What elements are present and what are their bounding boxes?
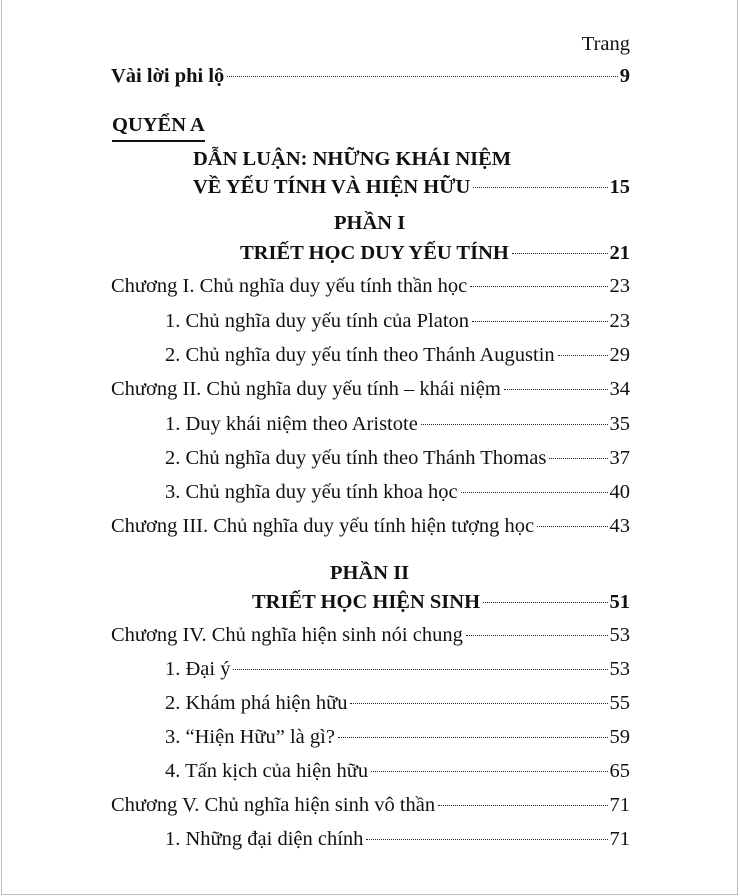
- dot-leader: [537, 526, 607, 527]
- toc-entry-label: Chương III. Chủ nghĩa duy yếu tính hiện tượng học: [111, 515, 535, 537]
- dot-leader: [472, 321, 607, 322]
- toc-entry-label: TRIẾT HỌC DUY YẾU TÍNH: [240, 242, 509, 264]
- toc-entry-page: 15: [609, 176, 630, 198]
- toc-entry-page: 43: [609, 515, 630, 537]
- part2-heading: PHẦN II: [330, 562, 410, 584]
- toc-entry-label: 1. Những đại diện chính: [165, 828, 364, 850]
- dot-leader: [371, 771, 607, 772]
- toc-entry-chapter-5[interactable]: [111, 792, 630, 818]
- toc-entry-2-2[interactable]: [165, 445, 630, 471]
- toc-entry-page: 65: [609, 760, 630, 782]
- dot-leader: [549, 458, 607, 459]
- toc-entry-page: 71: [609, 828, 630, 850]
- part1-heading: PHẦN I: [334, 212, 406, 234]
- toc-entry-label: 1. Chủ nghĩa duy yếu tính của Platon: [165, 310, 470, 332]
- toc-entry-1-2[interactable]: [165, 342, 630, 368]
- toc-entry-page: 21: [609, 242, 630, 264]
- toc-entry-page: 23: [609, 275, 630, 297]
- toc-entry-4-1[interactable]: [165, 656, 630, 682]
- toc-entry-page: 37: [609, 447, 630, 469]
- toc-entry-5-1[interactable]: [165, 826, 630, 852]
- page-column-header: Trang: [581, 33, 630, 55]
- toc-entry-2-1[interactable]: [165, 411, 630, 437]
- toc-entry-label: 2. Chủ nghĩa duy yếu tính theo Thánh Thomas: [165, 447, 547, 469]
- toc-entry-page: 51: [609, 591, 630, 613]
- dot-leader: [512, 253, 608, 254]
- toc-entry-label: 3. Chủ nghĩa duy yếu tính khoa học: [165, 481, 458, 503]
- dot-leader: [504, 389, 608, 390]
- dot-leader: [227, 76, 617, 77]
- toc-entry-page: 40: [609, 481, 630, 503]
- toc-entry-page: 29: [609, 344, 630, 366]
- toc-entry-label: 2. Khám phá hiện hữu: [165, 692, 348, 714]
- dot-leader: [338, 737, 608, 738]
- toc-entry-chapter-4[interactable]: [111, 622, 630, 648]
- dot-leader: [421, 424, 608, 425]
- dot-leader: [233, 669, 607, 670]
- toc-entry-page: 59: [609, 726, 630, 748]
- toc-entry-chapter-1[interactable]: [111, 273, 630, 299]
- toc-entry-label: Chương I. Chủ nghĩa duy yếu tính thần học: [111, 275, 468, 297]
- toc-entry-label: VỀ YẾU TÍNH VÀ HIỆN HỮU: [193, 176, 471, 198]
- toc-entry-part2[interactable]: [252, 589, 630, 615]
- dot-leader: [438, 805, 607, 806]
- toc-entry-page: 35: [609, 413, 630, 435]
- toc-entry-page: 34: [609, 378, 630, 400]
- toc-entry-label: Chương II. Chủ nghĩa duy yếu tính – khái niệm: [111, 378, 501, 400]
- book-a-heading: QUYỂN A: [112, 112, 205, 142]
- toc-entry-4-2[interactable]: [165, 690, 630, 716]
- toc-entry-part1[interactable]: [240, 240, 630, 266]
- dot-leader: [473, 187, 607, 188]
- toc-entry-page: 9: [619, 65, 630, 87]
- toc-entry-preface[interactable]: [111, 63, 630, 89]
- toc-entry-page: 53: [609, 658, 630, 680]
- toc-entry-page: 53: [609, 624, 630, 646]
- toc-entry-label: 3. “Hiện Hữu” là gì?: [165, 726, 335, 748]
- toc-entry-4-3[interactable]: [165, 724, 630, 750]
- toc-entry-intro[interactable]: [193, 174, 630, 200]
- toc-entry-label: TRIẾT HỌC HIỆN SINH: [252, 591, 481, 613]
- dot-leader: [470, 286, 607, 287]
- dot-leader: [366, 839, 607, 840]
- toc-entry-label: Chương IV. Chủ nghĩa hiện sinh nói chung: [111, 624, 463, 646]
- dot-leader: [466, 635, 608, 636]
- toc-entry-label: 1. Duy khái niệm theo Aristote: [165, 413, 418, 435]
- toc-entry-page: 55: [609, 692, 630, 714]
- toc-entry-label: 1. Đại ý: [165, 658, 231, 680]
- toc-entry-label: Vài lời phi lộ: [111, 65, 225, 87]
- toc-entry-label: 4. Tấn kịch của hiện hữu: [165, 760, 369, 782]
- dot-leader: [558, 355, 608, 356]
- toc-entry-label: Chương V. Chủ nghĩa hiện sinh vô thần: [111, 794, 436, 816]
- dot-leader: [483, 602, 607, 603]
- toc-entry-page: 71: [609, 794, 630, 816]
- toc-entry-page: 23: [609, 310, 630, 332]
- toc-entry-2-3[interactable]: [165, 479, 630, 505]
- toc-entry-1-1[interactable]: [165, 308, 630, 334]
- intro-title-line1: DẪN LUẬN: NHỮNG KHÁI NIỆM: [193, 148, 512, 170]
- toc-entry-chapter-3[interactable]: [111, 513, 630, 539]
- dot-leader: [350, 703, 607, 704]
- dot-leader: [461, 492, 608, 493]
- toc-entry-chapter-2[interactable]: [111, 376, 630, 402]
- toc-entry-4-4[interactable]: [165, 758, 630, 784]
- toc-entry-label: 2. Chủ nghĩa duy yếu tính theo Thánh Augustin: [165, 344, 555, 366]
